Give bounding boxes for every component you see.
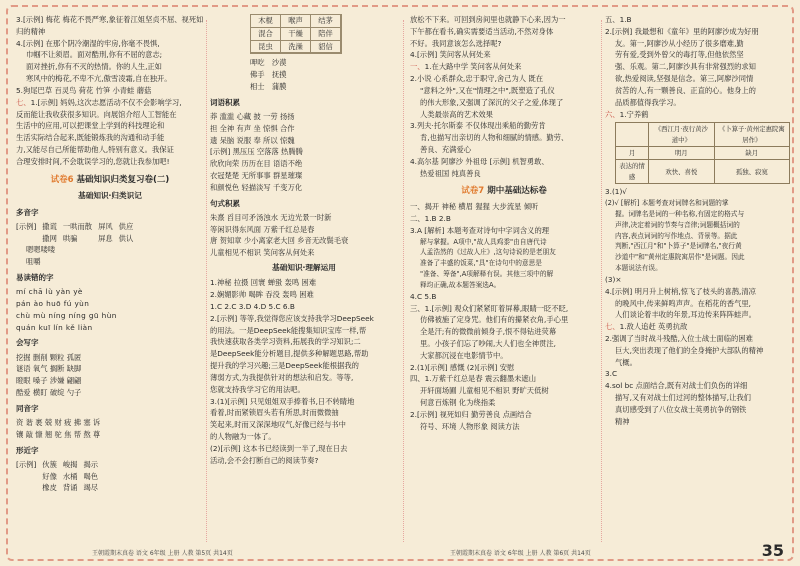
answer-line: 贫苦的人,有一颗善良、正直的心。他身上的 — [615, 85, 756, 95]
answer-line: 笑起来,时而又深深地叹气,好像已经与书中 — [210, 420, 346, 430]
answer-line: 看着,时而紧锁眉头若有所思,时而微微抽 — [210, 408, 339, 418]
answer-line: 1.C 2.C 3.D 4.D 5.C 6.B — [210, 302, 295, 312]
answer-line: 4.[示例] 笑问客从何处来 — [410, 50, 491, 60]
answer-line: 欲,热爱阅读,坚强是信念。第三,阿廖沙同情 — [615, 74, 754, 84]
answer-line: 1.[示例] 妈妈,这次志愿活动不仅不会影响学习, — [30, 97, 182, 107]
answer-line: 何意百炼钢 化为绕指柔 — [420, 398, 496, 408]
analysis-line: 内容,表点词词的写作地点、背景等。据此 — [615, 231, 738, 240]
polyphone-group: [示例] 撒谎 撒网 一哄而散 哄骗 屏风 屏息 供应 供认 — [16, 221, 134, 243]
category-label: 易读错的字 — [16, 273, 54, 283]
subsection-title: 基础知识·归类识记 — [78, 191, 142, 201]
answer-line: 2.[示例] 我最想和《童年》里的阿廖沙成为好朋 — [605, 26, 759, 36]
exam-title: 试卷6 基础知识归类复习卷(二) — [50, 174, 170, 185]
answer-line: 肯,也描写出亲切的人物和细腻的情感。勤劳、 — [420, 133, 569, 143]
answer-line: 寒风中的梅花,不卑不亢,傲雪凌霜,自在独开。 — [26, 74, 172, 84]
table-header-cell — [616, 123, 649, 147]
answer-line: 劳有爱,受到外曾父的毒打等,但他依然坚 — [615, 50, 744, 60]
answer-line: 不好。我同意该怎么选择呢? — [410, 38, 502, 48]
answer-line: 反而能让我收获很多知识。向展馆介绍人工智能在 — [16, 109, 177, 119]
column-4 — [605, 14, 790, 427]
section-label: 七、 — [16, 97, 31, 107]
answer-line: 3.列夫·托尔斯泰 不仅体现出乘船的勤劳肯 — [410, 121, 546, 131]
answer-line: 巾帼不让须眉。面对酷刑,你有不屈的意志; — [26, 50, 163, 60]
section-label: 七、 — [605, 322, 620, 332]
analysis-line: 本题说法有误。 — [615, 264, 662, 273]
answer-line: 面对挫折,你有不灭的热情。你的人生,正如 — [26, 62, 162, 72]
answer-line: 的晚风中,传来鲜鸣声声。在稻花的香气里, — [615, 298, 751, 308]
analysis-line: (2)√ [解析] 本题考查对词牌名和词题的掌 — [605, 199, 729, 207]
answer-line: 生活中的应用,可以把课堂上学到的科技理论和 — [16, 121, 165, 131]
exam-title: 试卷7 期中基础达标卷 — [461, 186, 547, 197]
answer-line: 的伟大形象,又强调了深沉的父子之爱,体现了 — [420, 97, 564, 107]
answer-line: 4.C 5.B — [410, 291, 437, 301]
answer-line: 您就支持我学习它的用法吧。 — [210, 384, 305, 394]
category-label: 会写字 — [16, 338, 39, 348]
answer-line: 二、1.B 2.B — [410, 213, 451, 223]
poem-comparison-table — [615, 122, 790, 184]
footer-right: 王朝霞期末真卷 语文 6年级 上册 人教 第6页 共14页 — [450, 550, 591, 557]
answer-line: 3.(1)[示例] 只见姐姐双手捧着书,日不转睛地 — [210, 396, 355, 406]
answer-line: 力,又能尽自己所能帮助他人,特别有意义。我保证 — [16, 144, 174, 154]
answer-line: 解与掌握。A项中,"故人具鸡黍"由自唐代诗 — [420, 237, 547, 246]
char-row: 资 谐 裹 兢 财 疲 拂 塞 诉 — [16, 417, 101, 427]
answer-line: 1.在大路中学 笑问客从何处来 — [424, 62, 522, 72]
answer-line: 大家都沉浸在电影情节中。 — [420, 350, 508, 360]
column-divider — [206, 20, 207, 542]
answer-line: 4.[示例] 明月升上树梢,惊飞了枝头的喜鹊,清凉 — [605, 286, 756, 296]
table-header-cell: 《西江月·夜行黄沙道中》 — [649, 123, 715, 147]
answer-line: 热爱祖国 纯真善良 — [420, 168, 481, 178]
answer-line: 3.(1)√ — [605, 187, 627, 197]
answer-line: 2.强调了当时战斗残酷,入位士战士面临的困难 — [605, 333, 753, 343]
word-row: 遗 呆脑 说服 奉 所以 惊魏 — [210, 135, 295, 145]
table-cell: 孤独、寂寞 — [714, 160, 789, 184]
answer-line: 3.[示例] 梅花 梅花不畏严寒,象征着江姐坚贞不屈、视死如归的精神 — [16, 15, 204, 36]
answer-line: 五、1.B — [605, 15, 632, 24]
answer-line: "意料之外",又在"情理之中",既塑造了孔仪 — [420, 85, 555, 95]
answer-line: 3.A [解析] 本题考查对诗句中字词含义的理 — [410, 225, 550, 235]
answer-line: 一、揭开 神秘 横眉 猩猩 大步流星 倾听 — [410, 202, 539, 212]
answer-line: 里。小孩子们忘了吵闹,大人们也全神贯注, — [420, 339, 556, 349]
answer-line: 4.[示例] 在那个阴冷潮湿的牢房,你毫不畏惧, — [16, 38, 160, 48]
column-divider — [601, 20, 602, 542]
answer-line: 的用法。一是DeepSeek能搜集知识宝库一样,帮 — [210, 325, 367, 335]
char-row: 镶 敲 慷 翘 驼 焦 帮 熬 尊 — [16, 429, 101, 439]
answer-line: 1.宁养鹤 — [619, 109, 649, 119]
category-label: 同音字 — [16, 403, 39, 413]
answer-line: 人们谈论着丰收的年景,耳边传来阵阵蛙声。 — [615, 310, 756, 320]
answer-line: 4.高尔基 阿廖沙 外祖母 [示例] 机智勇敢、 — [410, 156, 549, 166]
answer-line: 1.敌人追赶 英勇抗敌 — [619, 322, 688, 332]
sentence-line: 儿童相见不相识 笑问客从何处来 — [210, 248, 315, 258]
answer-line: 提升我的学习兴趣;三是DeepSeek能根据我的 — [210, 361, 359, 371]
analysis-line: 握。词牌名是词的一种名称,有固定的格式与 — [615, 209, 745, 218]
word-row: 谜语 氧气 搁断 缺脚 — [16, 364, 82, 374]
table-cell: 明月 — [649, 147, 715, 160]
answer-line: 活动,会不会打断自己的阅读节奏? — [210, 455, 319, 465]
analysis-line: 声律,决定着词的节奏与音律;词题概括词的 — [615, 220, 740, 229]
answer-line: 仿佛被施了定身咒。他们有的攥紧衣角,手心里 — [420, 315, 569, 325]
footer-left: 王朝霞期末真卷 语文 6年级 上册 人教 第5页 共14页 — [92, 550, 233, 557]
word-row: [示例] 黑压压 空落落 热腾腾 — [210, 147, 303, 157]
page-number: 35 — [761, 541, 784, 560]
answer-line: 2.小说 心系群众,忠于职守,舍己为人 既在 — [410, 74, 543, 84]
answer-line: 2.[示例] 视死如归 勤劳善良 点画结合 — [410, 409, 532, 419]
answer-line: 精神 — [615, 416, 630, 426]
section-label: 一、 — [410, 62, 425, 72]
answer-line: 三、1.[示例] 观众们紧紧盯着屏幕,眼睛一眨不眨, — [410, 303, 569, 313]
answer-line: 我快速获取各类学习资料,拓展我的学习知识;二 — [210, 337, 361, 347]
answer-line: 气概。 — [615, 357, 637, 367]
category-label: 形近字 — [16, 445, 39, 455]
analysis-line: 沙道中"和"黄州定惠院寓居作"是词题。因此 — [615, 253, 745, 262]
answer-line: "准备、筹备",A项解释有误。其他三项中的解 — [420, 270, 554, 279]
answer-line: 品质都值得我学习。 — [615, 97, 681, 107]
answer-line: 5.狗尾巴草 百灵鸟 荷花 竹笋 小青蛙 蘑菇 — [16, 85, 152, 95]
analysis-line: 判断,"西江月"和"卜算子"是词牌名,"夜行黄 — [615, 242, 742, 251]
category-label: 句式积累 — [210, 198, 240, 208]
answer-line: 薄弱方式,为我提供针对的想法和启发。等等, — [210, 372, 354, 382]
near-char-group: [示例] 伙簇 好像 橡皮 峻揭 水桶 背诵 揭示 喝色 竭尽 — [16, 459, 99, 493]
column-divider — [403, 20, 404, 542]
word-row: 瞪眼 嗓子 涉嫌 翩翩 — [16, 376, 82, 386]
answer-line: 描写,又有对战士们过河的整体描写,让我们 — [615, 393, 751, 403]
word-row: 担 全神 有声 坐 惊惧 合作 — [210, 123, 295, 133]
answer-line: 友。第一,阿廖沙从小经历了很多磨难,勤 — [615, 38, 744, 48]
answer-line: 开轩面场圃 儿童相见不相识 野旷天低树 — [420, 386, 549, 396]
answer-line: 2.[示例] 等等,我觉得您应该支持我学习DeepSeek — [210, 313, 374, 323]
word-row: 莽 滥滥 心藏 披 一劳 扬扬 — [210, 112, 295, 122]
table-header-cell: 《卜算子·黄州定惠院寓居作》 — [714, 123, 789, 147]
answer-line: 2.娴媚影帅 喝眸 吞没 轰鸣 困难 — [210, 290, 314, 300]
answer-line: (3)× — [605, 274, 622, 284]
word-row: 酷爱 横盯 破绽 勺子 — [16, 387, 82, 397]
polyphone-extra: 嗯嗯喽喽 咀嚼 — [26, 245, 56, 267]
answer-line: 人孟浩然的《过故人庄》,这句诗说的是老朋友 — [420, 248, 556, 257]
answer-line: 放松不下来。可回到房间里也就静下心来,因为一 — [410, 15, 566, 24]
answer-line: 符号、环境 人物形象 阅读方法 — [420, 421, 520, 431]
answer-line: 强、乐观。第二,阿廖沙具有非常强烈的求知 — [615, 62, 756, 72]
word-pairs: 呷吃 沙漠 佛手 抚摸 相士 蒲膜 — [250, 58, 287, 92]
column-3 — [410, 14, 598, 433]
answer-line: 四、1.万紫千红总是春 震云翻墨未遮山 — [410, 374, 537, 384]
answer-line: 全是汗;有的微微前倾身子,恨不得钻进荧幕 — [420, 327, 557, 337]
answer-line: 巨大,突出表现了他们的全身掩护大部队的精神 — [615, 345, 764, 355]
answer-line: 善良、充满爱心 — [420, 144, 472, 154]
answer-line: 的人物融为一体了。 — [210, 431, 276, 441]
column-1 — [16, 14, 204, 494]
pinyin-line: pán ào huō fú yùn — [16, 298, 90, 308]
answer-line: (2)[示例] 这本书已经读到一半了,现在日去 — [210, 443, 348, 453]
idiom-row: 欣欣向荣 历历在目 语语不绝 — [210, 159, 303, 169]
subsection-title: 基础知识·理解运用 — [272, 263, 336, 273]
answer-line: 是DeepSeek能分析题目,提供多种解题思路,帮助 — [210, 349, 369, 359]
pinyin-line: quán kuī lín kě liàn — [16, 322, 93, 332]
answer-line: 准备了丰盛的饭菜,"具"在诗句中的意思是 — [420, 259, 542, 268]
sentence-line: 等闲识得东风面 万紫千红总是春 — [210, 224, 315, 234]
idiom-row: 衣冠楚楚 无所事事 群星璀璨 — [210, 171, 303, 181]
category-label: 多音字 — [16, 207, 39, 217]
answer-line: 真切感受到了八位女战士英勇抗争的钢铁 — [615, 404, 747, 414]
idiom-row: 和颜悦色 轻描淡写 千变万化 — [210, 182, 303, 192]
answer-line: 3.C — [605, 369, 618, 379]
word-table: 木棍 喉声 结茅 混合 干燥 陪伴 昆虫 洗澡 貂信 — [250, 14, 342, 54]
table-cell: 欢快、喜悦 — [649, 160, 715, 184]
answer-line: 合理安排时间,不会耽误学习的,您就让我参加吧! — [16, 156, 170, 166]
pinyin-line: mí chā lù yàn yè — [16, 287, 83, 297]
answer-line: 2.(1)[示例] 感慨 (2)[示例] 安慰 — [410, 362, 515, 372]
sentence-line: 朱熹 舀目可矛汤浊水 无边光景一时新 — [210, 212, 332, 222]
word-row: 挖掘 删削 颗粒 孤匿 — [16, 352, 82, 362]
sentence-line: 唐 贺知章 少小离家老大回 乡音无改鬓毛衰 — [210, 236, 349, 246]
table-cell: 缺月 — [714, 147, 789, 160]
column-2 — [210, 14, 398, 466]
table-cell: 表达的情感 — [616, 160, 649, 184]
answer-line: 下午都在看书,确实需要适当活动,不然对身体 — [410, 26, 554, 36]
table-cell: 月 — [616, 147, 649, 160]
answer-line: 4.sol bc 点面结合,既有对战士们负伤的详细 — [605, 381, 748, 391]
pinyin-line: chù mù níng níng gū hùn — [16, 310, 117, 320]
answer-line: 人类最崇高的艺术效果 — [420, 109, 493, 119]
section-label: 六、 — [605, 109, 620, 119]
answer-line: 1.神秘 拉摄 回寰 蝉蛩 轰鸣 困难 — [210, 278, 317, 288]
category-label: 词语积累 — [210, 97, 240, 107]
answer-line: 生活实际结合起来,既能锻炼我的沟通和动手能 — [16, 133, 165, 143]
answer-line: 释均正确,故本题答案选A。 — [420, 280, 501, 289]
